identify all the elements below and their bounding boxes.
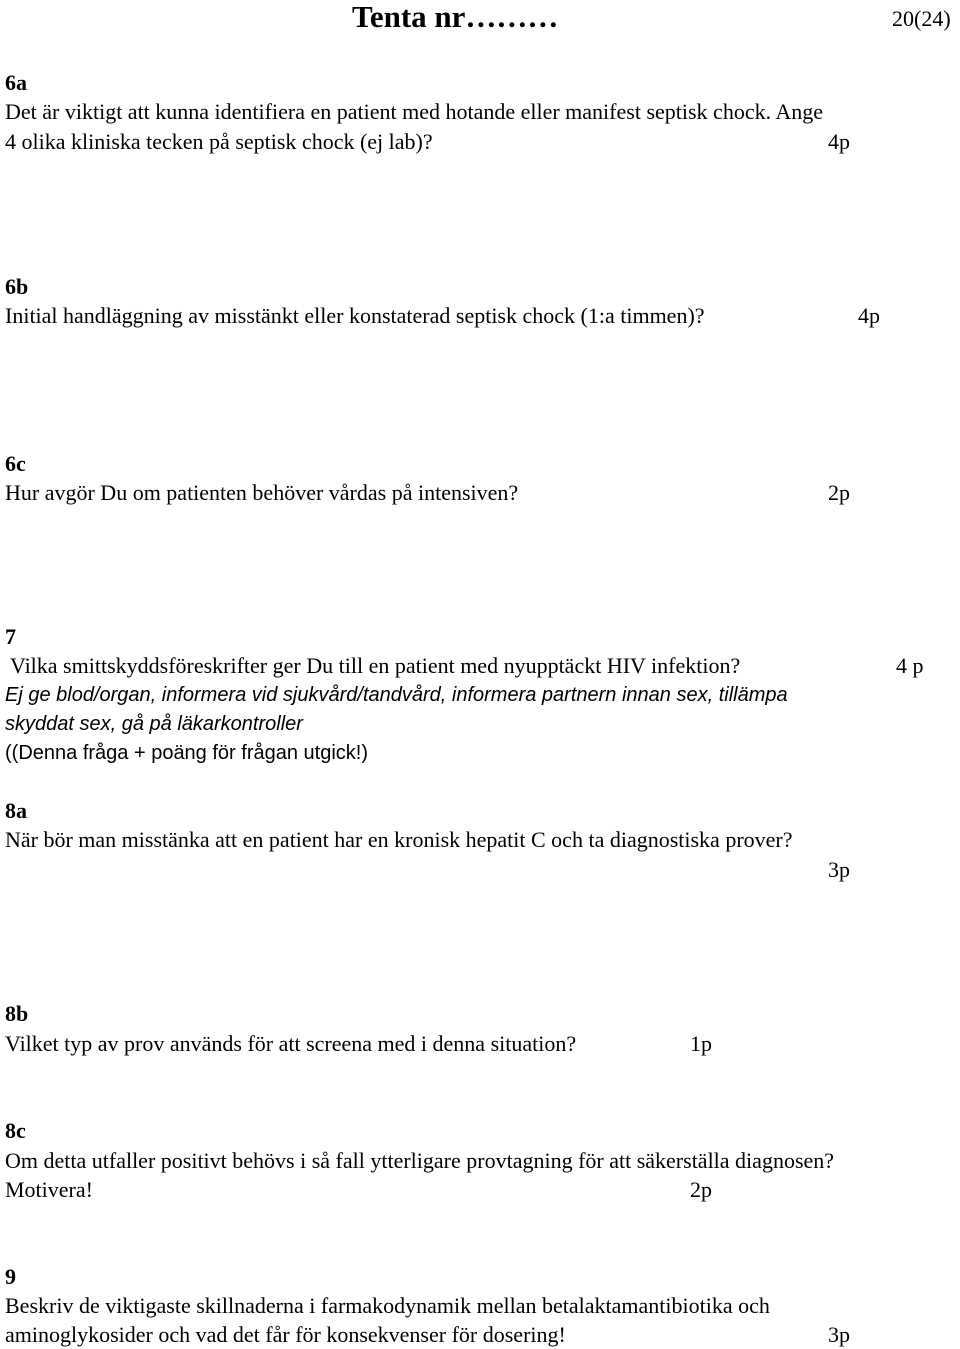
question-number-8a: 8a <box>5 798 27 823</box>
exam-title: Tenta nr……… <box>352 0 559 34</box>
question-8c-text-line1: Om detta utfaller positivt behövs i så fall ytterligare provtagning för att säkerställa diagnosen? <box>5 1148 835 1173</box>
page-number: 20(24) <box>892 6 951 31</box>
question-9-text-line2: aminoglykosider och vad det får för konsekvenser för dosering! <box>5 1322 566 1347</box>
question-6a-points: 4p <box>828 129 850 154</box>
question-9-points: 3p <box>828 1322 850 1347</box>
question-6c-points: 2p <box>828 480 850 505</box>
question-8a-points: 3p <box>828 857 850 882</box>
question-number-8b: 8b <box>5 1001 29 1026</box>
question-7-note: ((Denna fråga + poäng för frågan utgick!) <box>5 742 368 764</box>
question-6c-text: Hur avgör Du om patienten behöver vårdas på intensiven? <box>5 480 519 505</box>
question-number-9: 9 <box>5 1264 16 1289</box>
question-7-points: 4 p <box>896 653 924 678</box>
question-number-8c: 8c <box>5 1118 26 1143</box>
question-number-7: 7 <box>5 624 16 649</box>
question-6b-points: 4p <box>858 303 880 328</box>
question-number-6c: 6c <box>5 451 26 476</box>
question-6a-text-line2: 4 olika kliniska tecken på septisk chock (ej lab)? <box>5 129 433 154</box>
question-6b-text: Initial handläggning av misstänkt eller konstaterad septisk chock (1:a timmen)? <box>5 303 705 328</box>
question-8b-points: 1p <box>690 1031 712 1056</box>
question-number-6a: 6a <box>5 70 27 95</box>
question-8c-points: 2p <box>690 1177 712 1202</box>
question-8c-text-line2: Motivera! <box>5 1177 93 1202</box>
question-7-answer-line1: Ej ge blod/organ, informera vid sjukvård/tandvård, informera partnern innan sex, tillämpa <box>5 684 788 706</box>
question-number-6b: 6b <box>5 274 29 299</box>
question-7-text: Vilka smittskyddsföreskrifter ger Du till en patient med nyupptäckt HIV infektion? <box>10 653 741 678</box>
question-6a-text-line1: Det är viktigt att kunna identifiera en patient med hotande eller manifest septisk chock. Ange <box>5 99 824 124</box>
question-8a-text: När bör man misstänka att en patient har en kronisk hepatit C och ta diagnostiska prover? <box>5 827 793 852</box>
question-7-answer-line2: skyddat sex, gå på läkarkontroller <box>5 713 303 735</box>
question-9-text-line1: Beskriv de viktigaste skillnaderna i farmakodynamik mellan betalaktamantibiotika och <box>5 1293 770 1318</box>
question-8b-text: Vilket typ av prov används för att screena med i denna situation? <box>5 1031 577 1056</box>
